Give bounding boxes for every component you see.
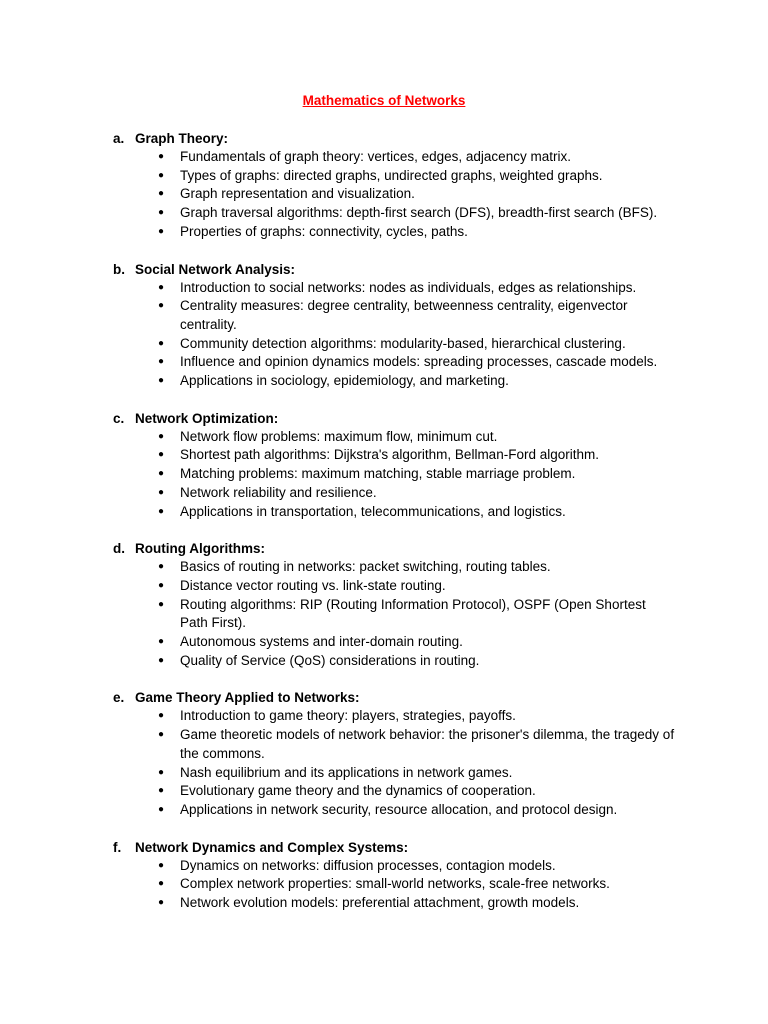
list-item-text: Community detection algorithms: modularity-based, hierarchical clustering. bbox=[180, 335, 626, 351]
list-item-text: Influence and opinion dynamics models: spreading processes, cascade models. bbox=[180, 354, 658, 370]
list-item bbox=[0, 428, 768, 447]
section-heading-text: Routing Algorithms: bbox=[135, 541, 265, 557]
bullet-icon: ● bbox=[158, 579, 165, 591]
list-item-text: Quality of Service (QoS) considerations in routing. bbox=[180, 652, 480, 668]
bullet-icon: ● bbox=[158, 300, 165, 312]
list-item bbox=[0, 465, 768, 484]
list-item-text: Dynamics on networks: diffusion processes, contagion models. bbox=[180, 857, 556, 873]
list-item-text: Nash equilibrium and its applications in network games. bbox=[180, 764, 513, 780]
bullet-icon: ● bbox=[158, 207, 165, 219]
section-heading-text: Network Optimization: bbox=[135, 410, 279, 426]
list-item-text: Fundamentals of graph theory: vertices, edges, adjacency matrix. bbox=[180, 149, 571, 164]
list-item bbox=[0, 297, 768, 334]
list-item bbox=[0, 596, 768, 633]
bullet-icon: ● bbox=[158, 598, 165, 610]
bullet-list bbox=[0, 148, 768, 242]
bullet-icon: ● bbox=[158, 375, 165, 387]
bullet-icon: ● bbox=[158, 225, 165, 237]
list-item-text: Evolutionary game theory and the dynamics of cooperation. bbox=[180, 783, 536, 799]
list-item-text: Graph representation and visualization. bbox=[180, 186, 415, 202]
bullet-icon: ● bbox=[158, 654, 165, 666]
list-item bbox=[0, 335, 768, 354]
outline-section bbox=[0, 688, 768, 819]
bullet-icon: ● bbox=[158, 766, 165, 778]
list-item-text: Network flow problems: maximum flow, minimum cut. bbox=[180, 428, 498, 444]
bullet-list bbox=[0, 428, 768, 522]
list-item bbox=[0, 223, 768, 242]
list-item-text: Introduction to game theory: players, strategies, payoffs. bbox=[180, 708, 516, 724]
list-item bbox=[0, 894, 768, 913]
list-item-text: Routing algorithms: RIP (Routing Information Protocol), OSPF (Open Shortest Path First). bbox=[180, 596, 646, 631]
section-heading-text: Social Network Analysis: bbox=[135, 261, 296, 277]
bullet-icon: ● bbox=[158, 151, 165, 162]
bullet-icon: ● bbox=[158, 449, 165, 461]
list-item bbox=[0, 726, 768, 763]
list-item-text: Network reliability and resilience. bbox=[180, 484, 377, 500]
section-letter: a. bbox=[113, 131, 125, 146]
list-item bbox=[0, 503, 768, 522]
list-item-text: Shortest path algorithms: Dijkstra's algorithm, Bellman-Ford algorithm. bbox=[180, 447, 599, 463]
list-item bbox=[0, 353, 768, 372]
list-item bbox=[0, 875, 768, 894]
section-heading-text: Graph Theory: bbox=[135, 131, 229, 146]
outline-section bbox=[0, 838, 768, 913]
bullet-icon: ● bbox=[158, 188, 165, 200]
bullet-icon: ● bbox=[158, 859, 165, 871]
bullet-icon: ● bbox=[158, 729, 165, 741]
section-heading bbox=[0, 688, 768, 707]
list-item-text: Autonomous systems and inter-domain routing. bbox=[180, 634, 463, 650]
outline-section bbox=[0, 260, 768, 391]
bullet-icon: ● bbox=[158, 710, 165, 722]
list-item bbox=[0, 446, 768, 465]
section-heading-text: Game Theory Applied to Networks: bbox=[135, 690, 360, 706]
list-item-text: Applications in transportation, telecommunications, and logistics. bbox=[180, 503, 566, 519]
section-heading-text: Network Dynamics and Complex Systems: bbox=[135, 839, 409, 855]
bullet-icon: ● bbox=[158, 486, 165, 498]
list-item bbox=[0, 707, 768, 726]
section-heading bbox=[0, 539, 768, 558]
list-item bbox=[0, 558, 768, 577]
outline-section bbox=[0, 409, 768, 522]
section-heading bbox=[0, 838, 768, 857]
list-item-text: Basics of routing in networks: packet switching, routing tables. bbox=[180, 559, 551, 575]
section-letter: f. bbox=[113, 839, 122, 855]
list-item-text: Distance vector routing vs. link-state routing. bbox=[180, 577, 446, 593]
list-item bbox=[0, 764, 768, 783]
bullet-icon: ● bbox=[158, 897, 165, 909]
list-item bbox=[0, 372, 768, 391]
outline-section bbox=[0, 129, 768, 242]
outline-section bbox=[0, 539, 768, 670]
list-item bbox=[0, 185, 768, 204]
list-item bbox=[0, 167, 768, 186]
bullet-list bbox=[0, 707, 768, 819]
list-item-text: Types of graphs: directed graphs, undirected graphs, weighted graphs. bbox=[180, 167, 603, 183]
list-item bbox=[0, 484, 768, 503]
list-item-text: Centrality measures: degree centrality, betweenness centrality, eigenvector centrality. bbox=[180, 298, 628, 332]
bullet-icon: ● bbox=[158, 169, 165, 181]
list-item bbox=[0, 279, 768, 298]
list-item bbox=[0, 782, 768, 801]
section-list bbox=[0, 129, 768, 931]
bullet-icon: ● bbox=[158, 468, 165, 480]
bullet-icon: ● bbox=[158, 430, 165, 442]
list-item-text: Applications in network security, resource allocation, and protocol design. bbox=[180, 801, 618, 817]
section-heading bbox=[0, 129, 768, 148]
section-letter: b. bbox=[113, 261, 125, 277]
bullet-icon: ● bbox=[158, 337, 165, 349]
list-item-text: Properties of graphs: connectivity, cycles, paths. bbox=[180, 223, 468, 239]
list-item-text: Applications in sociology, epidemiology, and marketing. bbox=[180, 373, 509, 389]
list-item-text: Network evolution models: preferential attachment, growth models. bbox=[180, 895, 580, 911]
section-letter: d. bbox=[113, 541, 125, 557]
list-item bbox=[0, 204, 768, 223]
bullet-icon: ● bbox=[158, 878, 165, 890]
section-letter: c. bbox=[113, 410, 125, 426]
bullet-icon: ● bbox=[158, 356, 165, 368]
list-item-text: Game theoretic models of network behavior: the prisoner's dilemma, the tragedy of the commons. bbox=[180, 727, 675, 761]
bullet-icon: ● bbox=[158, 636, 165, 648]
list-item-text: Matching problems: maximum matching, stable marriage problem. bbox=[180, 466, 576, 482]
bullet-icon: ● bbox=[158, 785, 165, 797]
list-item bbox=[0, 148, 768, 167]
section-heading bbox=[0, 260, 768, 279]
bullet-icon: ● bbox=[158, 281, 165, 293]
section-heading bbox=[0, 409, 768, 428]
list-item-text: Introduction to social networks: nodes as individuals, edges as relationships. bbox=[180, 279, 637, 295]
list-item bbox=[0, 577, 768, 596]
bullet-icon: ● bbox=[158, 561, 165, 573]
bullet-list bbox=[0, 558, 768, 670]
document-title: Mathematics of Networks bbox=[302, 93, 466, 108]
bullet-list bbox=[0, 279, 768, 391]
section-letter: e. bbox=[113, 690, 125, 706]
list-item bbox=[0, 633, 768, 652]
list-item bbox=[0, 652, 768, 671]
list-item bbox=[0, 857, 768, 876]
list-item bbox=[0, 801, 768, 820]
bullet-icon: ● bbox=[158, 803, 165, 815]
bullet-list bbox=[0, 857, 768, 913]
bullet-icon: ● bbox=[158, 505, 165, 517]
list-item-text: Graph traversal algorithms: depth-first search (DFS), breadth-first search (BFS). bbox=[180, 205, 658, 221]
list-item-text: Complex network properties: small-world networks, scale-free networks. bbox=[180, 876, 610, 892]
